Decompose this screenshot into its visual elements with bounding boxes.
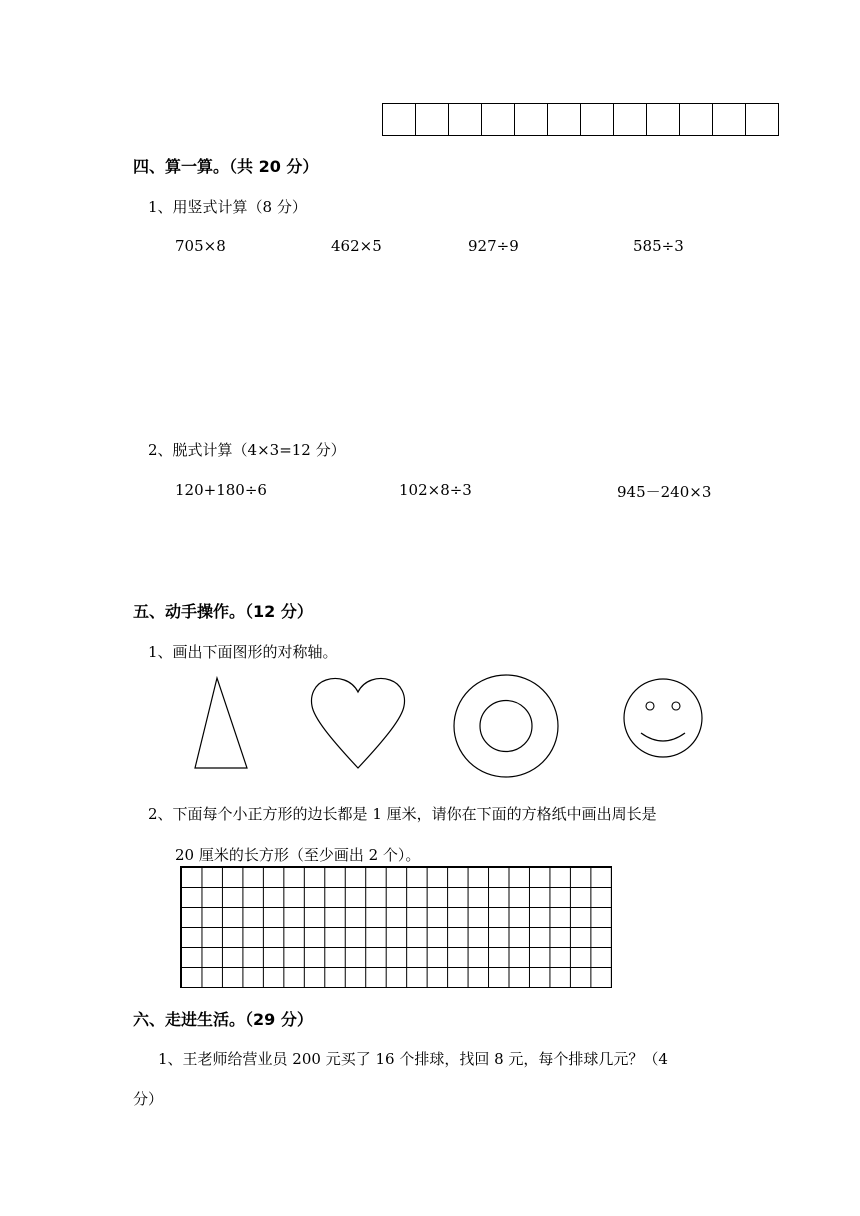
vertical-calc-expr-4: 585÷3	[633, 237, 684, 255]
ring-shape	[452, 673, 560, 779]
stepwise-calc-expr-2: 102×8÷3	[399, 481, 472, 499]
score-box-cell[interactable]	[382, 103, 416, 136]
score-box-cell[interactable]	[745, 103, 779, 136]
section-4-q2-label: 2、脱式计算（4×3=12 分）	[148, 441, 346, 459]
section-4-q1-label: 1、用竖式计算（8 分）	[148, 198, 307, 216]
section-5-q1-label: 1、画出下面图形的对称轴。	[148, 643, 338, 661]
score-box-cell[interactable]	[613, 103, 647, 136]
score-box-cell[interactable]	[481, 103, 515, 136]
section-5-q2-line-1: 2、下面每个小正方形的边长都是 1 厘米，请你在下面的方格纸中画出周长是	[148, 805, 657, 823]
smiley-face-shape	[621, 677, 705, 759]
heart-shape	[308, 676, 408, 772]
score-box-row	[382, 103, 779, 136]
stepwise-calc-expr-1: 120+180÷6	[175, 481, 267, 499]
section-5-title: 五、动手操作。（12 分）	[133, 602, 313, 621]
score-box-cell[interactable]	[580, 103, 614, 136]
score-box-cell[interactable]	[712, 103, 746, 136]
section-4-title: 四、算一算。（共 20 分）	[133, 157, 319, 176]
vertical-calc-expr-1: 705×8	[175, 237, 226, 255]
score-box-cell[interactable]	[448, 103, 482, 136]
score-box-cell[interactable]	[679, 103, 713, 136]
section-5-q2-line-2: 20 厘米的长方形（至少画出 2 个）。	[175, 846, 421, 864]
square-grid-paper[interactable]	[180, 866, 612, 988]
score-box-cell[interactable]	[514, 103, 548, 136]
vertical-calc-expr-2: 462×5	[331, 237, 382, 255]
section-6-q1-line-1: 1、王老师给营业员 200 元买了 16 个排球，找回 8 元，每个排球几元？（4	[158, 1050, 668, 1068]
section-6-q1-line-2: 分）	[133, 1090, 164, 1108]
score-box-cell[interactable]	[547, 103, 581, 136]
triangle-shape	[190, 674, 252, 774]
section-6-title: 六、走进生活。（29 分）	[133, 1010, 313, 1029]
score-box-cell[interactable]	[415, 103, 449, 136]
vertical-calc-expr-3: 927÷9	[468, 237, 519, 255]
stepwise-calc-expr-3: 945－240×3	[617, 483, 712, 501]
score-box-cell[interactable]	[646, 103, 680, 136]
